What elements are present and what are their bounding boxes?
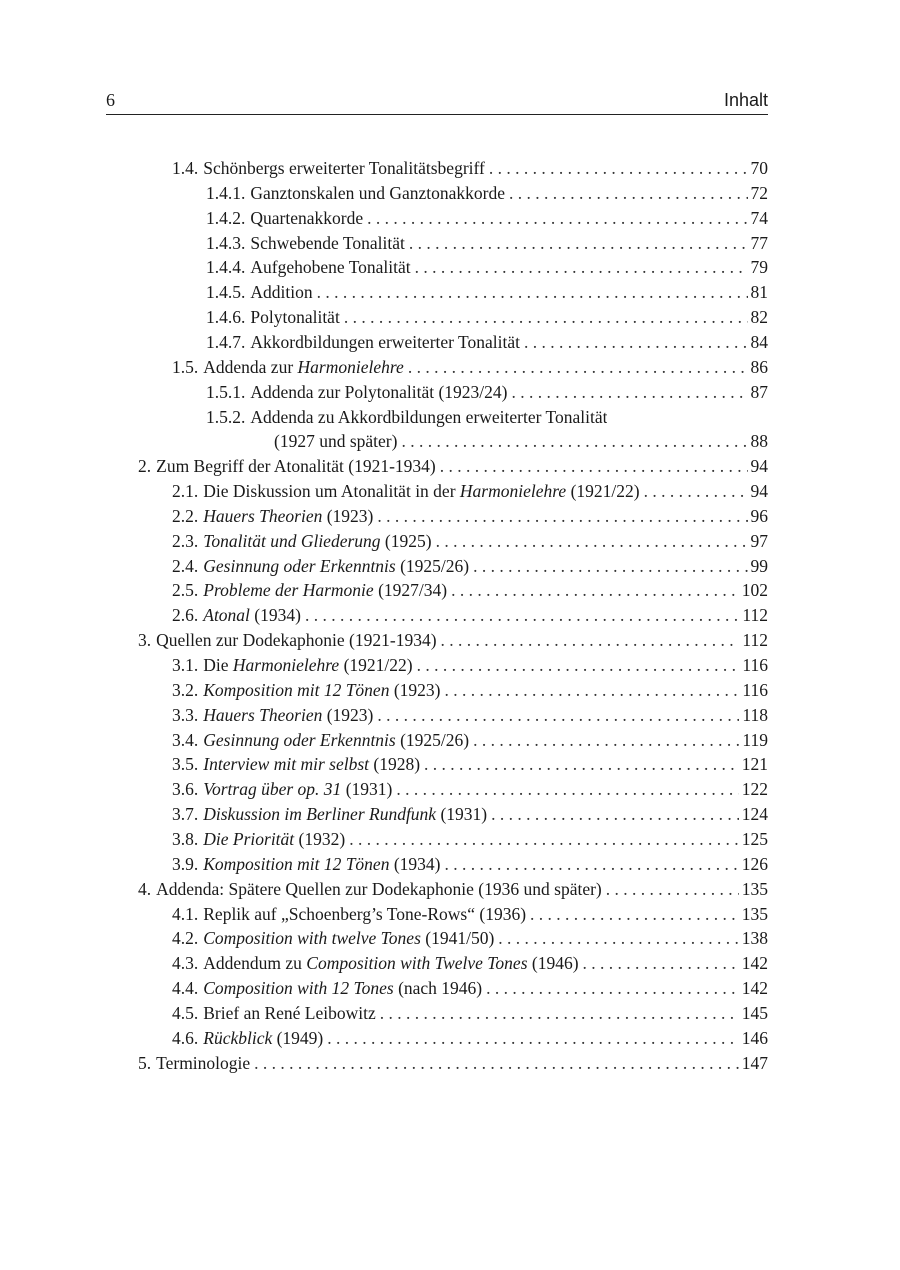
toc-entry-page: 126 (741, 853, 768, 874)
toc-title-italic: Komposition mit 12 Tönen (203, 679, 390, 700)
toc-leader-dots (509, 183, 747, 204)
toc-title-text: (1923) (322, 505, 374, 526)
toc-entry-number: 2.5. (172, 580, 199, 601)
toc-leader-dots (254, 1053, 739, 1074)
toc-entry (206, 332, 768, 357)
toc-entry (172, 804, 768, 829)
toc-leader-dots (401, 431, 747, 452)
toc-entry-page: 135 (741, 878, 768, 899)
toc-title-text: Addenda zu Akkordbildungen erweiterter Tonalität (250, 406, 608, 427)
toc-title-italic: Interview mit mir selbst (203, 754, 369, 775)
toc-title-text: (1941/50) (420, 928, 495, 949)
toc-leader-dots (451, 580, 739, 601)
toc-entry-title (156, 630, 436, 651)
toc-entry-number: 2. (138, 456, 152, 477)
toc-leader-dots (644, 481, 748, 502)
toc-entry-title (203, 978, 482, 999)
toc-entry (138, 1053, 768, 1078)
toc-entry-number: 5. (138, 1052, 152, 1073)
toc-entry (274, 431, 768, 456)
toc-title-text: Terminologie (156, 1052, 251, 1073)
toc-title-italic: Hauers Theorien (203, 505, 323, 526)
toc-entry-page: 118 (742, 704, 768, 725)
toc-entry-number: 3. (138, 630, 152, 651)
toc-entry (172, 580, 768, 605)
toc-leader-dots (473, 556, 747, 577)
toc-entry-page: 142 (741, 953, 768, 974)
toc-leader-dots (380, 1003, 739, 1024)
toc-title-text: Schwebende Tonalität (250, 232, 405, 253)
toc-leader-dots (436, 531, 748, 552)
toc-entry-title (250, 332, 520, 353)
toc-entry (206, 382, 768, 407)
toc-entry (206, 208, 768, 233)
toc-entry (172, 506, 768, 531)
toc-entry-title (203, 804, 487, 825)
toc-entry (172, 730, 768, 755)
toc-title-text: (1927/34) (373, 580, 448, 601)
toc-entry-number: 1.4.7. (206, 331, 246, 352)
toc-entry (172, 904, 768, 929)
toc-entry-number: 2.3. (172, 530, 199, 551)
toc-entry-page: 99 (750, 555, 768, 576)
toc-leader-dots (473, 730, 739, 751)
toc-entry-title (203, 705, 373, 726)
toc-title-italic: Composition with Twelve Tones (306, 953, 528, 974)
toc-entry-page: 147 (741, 1052, 768, 1073)
toc-entry-page: 138 (741, 928, 768, 949)
toc-title-text: (1925/26) (395, 729, 470, 750)
toc-entry-number: 3.1. (172, 655, 199, 675)
toc-entry-title (250, 208, 363, 229)
toc-entry (172, 779, 768, 804)
toc-entry (172, 1003, 768, 1028)
toc-entry (172, 481, 768, 506)
toc-entry (172, 556, 768, 581)
toc-title-italic: Composition with 12 Tones (203, 978, 394, 999)
toc-entry (206, 407, 607, 432)
toc-entry (172, 655, 768, 680)
toc-entry (138, 879, 768, 904)
toc-entry (206, 257, 768, 282)
toc-leader-dots (415, 257, 748, 278)
toc-entry-number: 1.4.5. (206, 282, 246, 303)
toc-entry-page: 125 (741, 828, 768, 849)
toc-entry (206, 307, 768, 332)
toc-entry (172, 953, 768, 978)
toc-leader-dots (349, 829, 739, 850)
toc-entry (172, 829, 768, 854)
toc-entry-title (274, 431, 397, 452)
toc-entry-title (203, 953, 578, 974)
toc-entry (138, 456, 768, 481)
toc-entry-number: 2.6. (172, 605, 199, 626)
toc-entry-title (203, 481, 639, 502)
toc-title-text: (1932) (294, 828, 346, 849)
toc-title-text: (1931) (436, 804, 488, 825)
toc-leader-dots (377, 506, 747, 527)
toc-entry-number: 1.4.1. (206, 182, 246, 203)
toc-entry-page: 119 (742, 729, 768, 750)
toc-title-text: Replik auf „Schoenberg’s Tone-Rows“ (1936) (203, 903, 527, 924)
toc-entry-number: 3.9. (172, 853, 199, 874)
toc-title-text: (1928) (369, 754, 421, 775)
toc-leader-dots (511, 382, 747, 403)
toc-entry-title (203, 357, 404, 378)
toc-entry-page: 124 (741, 804, 768, 825)
toc-leader-dots (441, 630, 740, 651)
toc-entry-page: 97 (750, 530, 768, 551)
toc-entry (206, 282, 768, 307)
toc-entry-title (203, 928, 494, 949)
toc-leader-dots (377, 705, 739, 726)
toc-title-text: (1946) (527, 953, 579, 974)
toc-entry-title (250, 233, 404, 254)
toc-entry-title (156, 879, 602, 900)
toc-entry-title (203, 1028, 323, 1049)
toc-entry-page: 94 (750, 481, 768, 502)
toc-title-italic: Diskussion im Berliner Rundfunk (203, 804, 437, 825)
toc-entry-title (250, 407, 607, 428)
toc-title-text: Addendum zu (203, 953, 307, 974)
toc-entry-page: 79 (750, 257, 768, 278)
toc-title-text: (nach 1946) (393, 978, 483, 999)
toc-entry-title (156, 1053, 250, 1074)
toc-leader-dots (498, 928, 738, 949)
toc-entry-title (203, 1003, 376, 1024)
toc-title-text: Addition (250, 282, 313, 303)
toc-entry-number: 3.6. (172, 779, 199, 800)
toc-leader-dots (444, 854, 738, 875)
toc-leader-dots (606, 879, 739, 900)
toc-title-italic: Hauers Theorien (203, 704, 323, 725)
toc-entry-number: 1.4.3. (206, 232, 246, 253)
toc-leader-dots (344, 307, 748, 328)
toc-entry (172, 1028, 768, 1053)
toc-title-italic: Composition with twelve Tones (203, 928, 421, 949)
toc-title-italic: Harmonielehre (232, 655, 340, 675)
toc-title-italic: Die Priorität (203, 828, 295, 849)
toc-leader-dots (444, 680, 739, 701)
toc-title-text: Akkordbildungen erweiterter Tonalität (250, 331, 520, 352)
toc-entry (172, 928, 768, 953)
toc-entry-page: 81 (750, 282, 768, 303)
toc-leader-dots (524, 332, 748, 353)
toc-title-text: (1934) (249, 605, 301, 626)
toc-entry-number: 4.1. (172, 903, 199, 924)
toc-entry (172, 158, 768, 183)
toc-entry-number: 3.3. (172, 704, 199, 725)
toc-title-text: Brief an René Leibowitz (203, 1002, 376, 1023)
toc-entry-page: 94 (750, 456, 768, 477)
toc-title-text: (1931) (341, 779, 393, 800)
toc-leader-dots (583, 953, 739, 974)
toc-title-text: Quellen zur Dodekaphonie (1921-1934) (156, 630, 437, 651)
toc-title-text: (1921/22) (339, 655, 413, 675)
toc-entry-title (156, 456, 436, 477)
toc-entry-number: 2.2. (172, 505, 199, 526)
toc-title-text: (1925) (380, 530, 432, 551)
toc-entry-title (250, 307, 339, 328)
toc-entry-page: 74 (750, 207, 768, 228)
toc-entry-number: 3.8. (172, 828, 199, 849)
toc-leader-dots (367, 208, 747, 229)
toc-entry-title (250, 183, 505, 204)
toc-entry-page: 70 (750, 158, 768, 178)
toc-entry-page: 86 (750, 356, 768, 377)
toc-entry-title (203, 829, 345, 850)
toc-entry-title (203, 655, 412, 676)
toc-entry (172, 357, 768, 382)
toc-title-text: Quartenakkorde (250, 207, 364, 228)
toc-entry-page: 87 (750, 381, 768, 402)
toc-entry-page: 82 (750, 307, 768, 328)
toc-entry-page: 96 (750, 505, 768, 526)
toc-title-italic: Tonalität und Gliederung (203, 530, 381, 551)
toc-title-text: (1949) (272, 1027, 324, 1048)
toc-title-text: Schönbergs erweiterter Tonalitätsbegriff (203, 158, 485, 178)
toc-title-italic: Gesinnung oder Erkenntnis (203, 555, 396, 576)
toc-title-italic: Komposition mit 12 Tönen (203, 853, 390, 874)
toc-entry-page: 102 (741, 580, 768, 601)
toc-entry-page: 112 (742, 630, 768, 651)
toc-entry (172, 978, 768, 1003)
running-title: Inhalt (723, 90, 768, 110)
toc-entry (138, 630, 768, 655)
toc-entry-page: 84 (750, 331, 768, 352)
toc-entry-number: 4.4. (172, 978, 199, 999)
page-header (106, 90, 768, 115)
toc-leader-dots (409, 233, 748, 254)
toc-leader-dots (408, 357, 748, 378)
toc-entry-number: 1.5. (172, 356, 199, 377)
toc-entry-number: 4. (138, 878, 152, 899)
toc-entry-title (203, 531, 431, 552)
toc-entry-title (203, 158, 485, 179)
toc-entry-title (250, 282, 312, 303)
toc-entry-page: 121 (741, 754, 768, 775)
toc-entry (172, 705, 768, 730)
toc-title-text: Ganztonskalen und Ganztonakkorde (250, 182, 506, 203)
toc-entry-page: 145 (741, 1002, 768, 1023)
toc-leader-dots (417, 655, 740, 676)
toc-title-text: (1923) (389, 679, 441, 700)
toc-entry-title (203, 904, 526, 925)
toc-leader-dots (530, 904, 739, 925)
toc-title-text: (1921/22) (566, 481, 640, 502)
toc-entry-title (203, 506, 373, 527)
page-number: 6 (106, 90, 115, 110)
toc-entry-title (203, 580, 447, 601)
toc-title-text: Addenda: Spätere Quellen zur Dodekaphonie (1936 und später) (156, 878, 602, 899)
toc-entry-number: 1.4.2. (206, 207, 246, 228)
toc-entry-title (250, 382, 507, 403)
toc-title-italic: Harmonielehre (459, 481, 567, 502)
toc-title-text: Die Diskussion um Atonalität in der (203, 481, 460, 502)
toc-entry-page: 88 (750, 431, 768, 452)
toc-title-italic: Probleme der Harmonie (203, 580, 374, 601)
toc-entry-number: 3.7. (172, 804, 199, 825)
toc-leader-dots (486, 978, 739, 999)
toc-entry-page: 146 (741, 1027, 768, 1048)
toc-entry-number: 1.5.1. (206, 381, 246, 402)
toc-title-text: Polytonalität (250, 307, 340, 328)
toc-entry-page: 135 (741, 903, 768, 924)
toc-entry-page: 122 (741, 779, 768, 800)
toc-entry-number: 2.1. (172, 481, 199, 502)
toc-entry-number: 4.2. (172, 928, 199, 949)
toc-title-text: (1934) (389, 853, 441, 874)
toc-title-italic: Harmonielehre (297, 356, 404, 377)
toc-title-italic: Atonal (203, 605, 250, 626)
toc-entry-page: 112 (742, 605, 768, 626)
toc-entry-number: 2.4. (172, 555, 199, 576)
toc-title-text: Zum Begriff der Atonalität (1921-1934) (156, 456, 436, 477)
toc-entry-number: 3.5. (172, 754, 199, 775)
toc-entry-number: 4.5. (172, 1002, 199, 1023)
toc-entry-number: 1.5.2. (206, 406, 246, 427)
toc-title-italic: Gesinnung oder Erkenntnis (203, 729, 396, 750)
toc-title-text: Aufgehobene Tonalität (250, 257, 411, 278)
toc-entry-number: 4.6. (172, 1027, 199, 1048)
toc-entry-page: 116 (742, 655, 768, 675)
toc-title-italic: Vortrag über op. 31 (203, 779, 342, 800)
toc-entry-title (203, 754, 420, 775)
toc-title-text: (1927 und später) (274, 431, 398, 452)
toc-entry-title (203, 680, 440, 701)
toc-leader-dots (305, 605, 739, 626)
toc-title-text: Die (203, 655, 233, 675)
toc-leader-dots (396, 779, 738, 800)
toc-leader-dots (424, 754, 739, 775)
toc-entry-number: 4.3. (172, 953, 199, 974)
toc-entry-page: 142 (741, 978, 768, 999)
toc-entry (172, 854, 768, 879)
toc-entry-title (203, 556, 469, 577)
toc-leader-dots (327, 1028, 738, 1049)
toc-title-text: (1923) (322, 704, 374, 725)
toc-entry (172, 754, 768, 779)
toc-entry-page: 116 (742, 679, 768, 700)
toc-entry (206, 183, 768, 208)
toc-entry-title (250, 257, 410, 278)
toc-title-text: (1925/26) (395, 555, 470, 576)
toc-leader-dots (440, 456, 748, 477)
toc-title-text: Addenda zur (203, 356, 298, 377)
toc-entry-page: 72 (750, 182, 768, 203)
toc-entry (172, 680, 768, 705)
toc-entry-title (203, 854, 440, 875)
toc-entry (206, 233, 768, 258)
toc-entry (172, 605, 768, 630)
toc-entry-title (203, 779, 392, 800)
toc-entry-title (203, 730, 469, 751)
toc-entry-number: 1.4.4. (206, 257, 246, 278)
toc-entry-number: 1.4. (172, 158, 199, 178)
toc-entry-number: 3.4. (172, 729, 199, 750)
toc-title-italic: Rückblick (203, 1027, 273, 1048)
toc-entry-title (203, 605, 301, 626)
toc-entry (172, 531, 768, 556)
toc-title-text: Addenda zur Polytonalität (1923/24) (250, 381, 508, 402)
toc-entry-number: 3.2. (172, 679, 199, 700)
toc-leader-dots (491, 804, 739, 825)
toc-entry-number: 1.4.6. (206, 307, 246, 328)
toc-leader-dots (489, 158, 748, 179)
toc-leader-dots (317, 282, 748, 303)
toc-entry-page: 77 (750, 232, 768, 253)
